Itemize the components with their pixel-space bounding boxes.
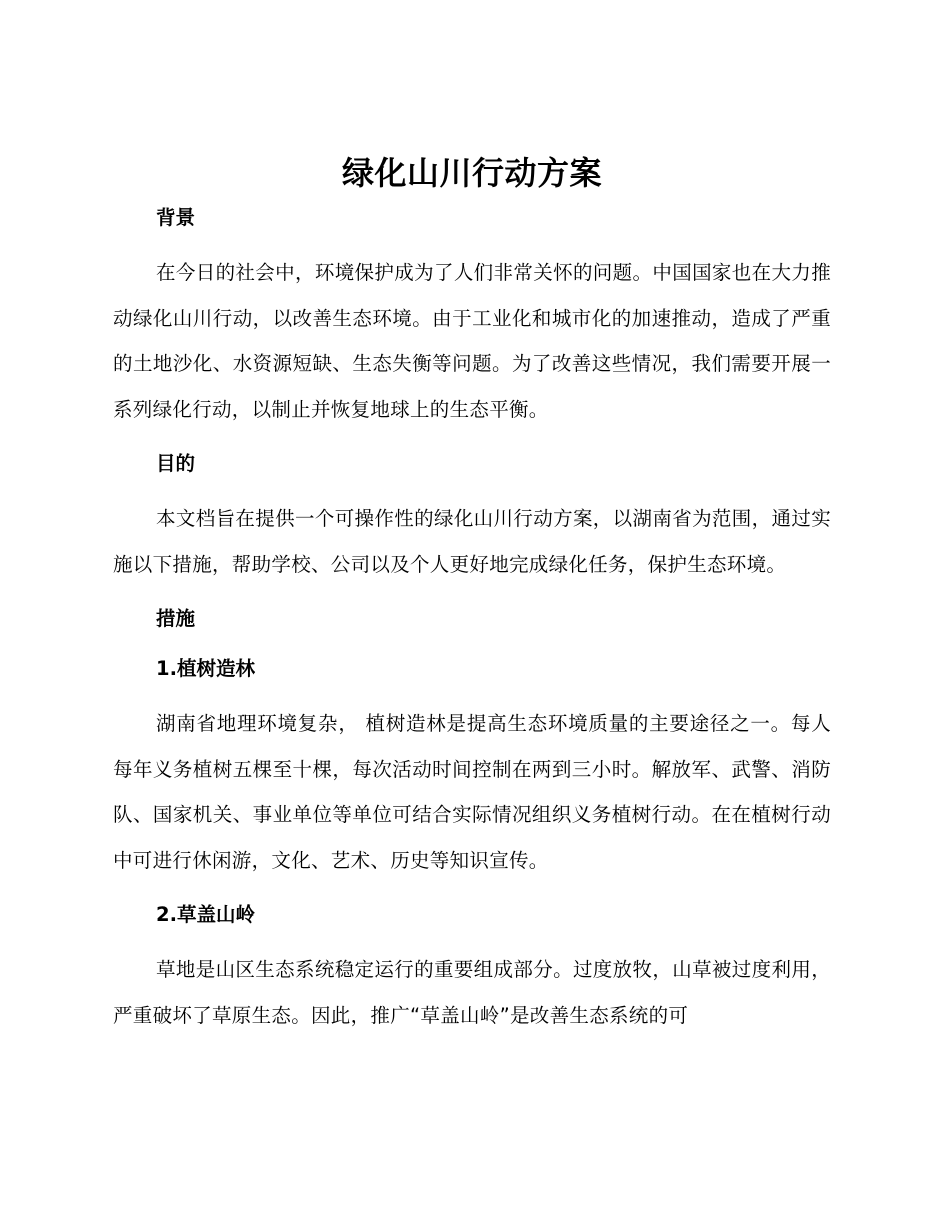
page-title: 绿化山川行动方案 — [341, 154, 602, 192]
document-body — [113, 150, 831, 1038]
spacer — [113, 883, 831, 897]
spacer — [113, 637, 831, 651]
spacer — [113, 236, 831, 250]
section-heading-measures: 措施 — [156, 607, 196, 630]
paragraph-purpose: 本文档旨在提供一个可操作性的绿化山川行动方案，以湖南省为范围，通过实施以下措施，帮助学校、公司以及个人更好地完成绿化任务，保护生态环境。 — [113, 507, 831, 576]
spacer — [113, 432, 831, 446]
section-heading-measure-1: 1.植树造林 — [156, 657, 255, 680]
spacer — [113, 933, 831, 947]
section-heading-background: 背景 — [156, 206, 196, 229]
spacer — [113, 687, 831, 701]
paragraph-background: 在今日的社会中，环境保护成为了人们非常关怀的问题。中国国家也在大力推动绿化山川行动，以改善生态环境。由于工业化和城市化的加速推动，造成了严重的土地沙化、水资源短缺、生态失衡等问题。为了改善这些情况，我们需要开展一系列绿化行动，以制止并恢复地球上的生态平衡。 — [113, 261, 831, 421]
section-heading-purpose: 目的 — [156, 452, 196, 475]
paragraph-measure-1: 湖南省地理环境复杂， 植树造林是提高生态环境质量的主要途径之一。每人每年义务植树五棵至十棵，每次活动时间控制在两到三小时。解放军、武警、消防队、国家机关、事业单位等单位可结合实际情况组织义务植树行动。在在植树行动中可进行休闲游，文化、艺术、历史等知识宣传。 — [113, 712, 831, 872]
section-heading-measure-2: 2.草盖山岭 — [156, 903, 255, 926]
paragraph-measure-2: 草地是山区生态系统稳定运行的重要组成部分。过度放牧，山草被过度利用，严重破坏了草原生态。因此，推广“草盖山岭”是改善生态系统的可 — [113, 958, 831, 1027]
spacer — [113, 482, 831, 496]
spacer — [113, 587, 831, 601]
